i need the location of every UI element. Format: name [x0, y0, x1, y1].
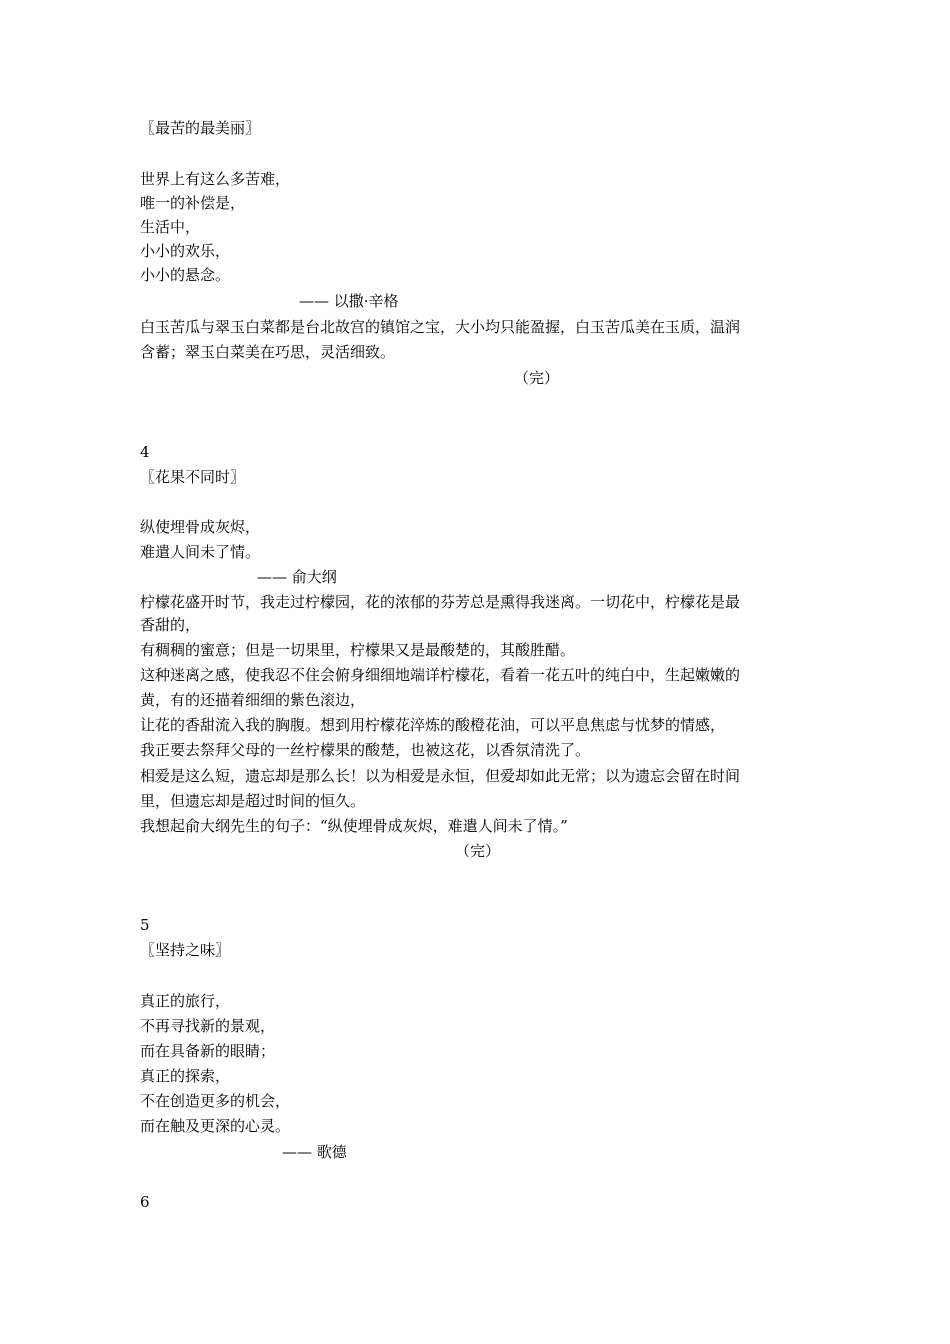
body-line: 里，但遗忘却是超过时间的恒久。: [140, 792, 366, 810]
body-line: 有稠稠的蜜意；但是一切果里，柠檬果又是最酸楚的，其酸胜醋。: [140, 641, 576, 659]
section-title: 〖坚持之味〗: [140, 941, 231, 959]
attribution: —— 俞大纲: [257, 568, 337, 586]
poem-line: 世界上有这么多苦难，: [140, 170, 291, 188]
body-line: 白玉苦瓜与翠玉白菜都是台北故宫的镇馆之宝，大小均只能盈握，白玉苦瓜美在玉质，温润: [140, 318, 741, 336]
poem-line: 生活中，: [140, 218, 201, 236]
poem-line: 真正的旅行，: [140, 992, 231, 1010]
body-line: 黄，有的还描着细细的紫色滚边，: [140, 691, 366, 709]
attribution: —— 歌德: [282, 1143, 347, 1161]
poem-line: 真正的探索，: [140, 1067, 231, 1085]
body-line: 这种迷离之感，使我忍不住会俯身细细地端详柠檬花，看着一花五叶的纯白中，生起嫩嫩的: [140, 666, 741, 684]
poem-line: 不再寻找新的景观，: [140, 1017, 276, 1035]
section-number: 6: [140, 1193, 150, 1211]
end-mark: （完）: [514, 369, 560, 387]
body-line: 含蓄；翠玉白菜美在巧思，灵活细致。: [140, 343, 396, 361]
poem-line: 小小的悬念。: [140, 266, 231, 284]
body-line: 我正要去祭拜父母的一丝柠檬果的酸楚，也被这花，以香氛清洗了。: [140, 741, 591, 759]
body-line: 柠檬花盛开时节，我走过柠檬园，花的浓郁的芬芳总是熏得我迷离。一切花中，柠檬花是最: [140, 593, 741, 611]
end-mark: （完）: [455, 842, 501, 860]
body-line: 香甜的，: [140, 616, 201, 634]
section-number: 4: [140, 443, 150, 461]
section-title: 〖花果不同时〗: [140, 468, 246, 486]
body-line: 我想起俞大纲先生的句子：“纵使埋骨成灰烬，难遣人间未了情。”: [140, 817, 568, 835]
poem-line: 而在触及更深的心灵。: [140, 1117, 291, 1135]
body-line: 让花的香甜流入我的胸腹。想到用柠檬花淬炼的酸橙花油，可以平息焦虑与忧梦的情感，: [140, 716, 726, 734]
poem-line: 不在创造更多的机会，: [140, 1092, 291, 1110]
poem-line: 而在具备新的眼睛；: [140, 1042, 276, 1060]
body-line: 相爱是这么短，遗忘却是那么长！以为相爱是永恒，但爱却如此无常；以为遗忘会留在时间: [140, 767, 741, 785]
poem-line: 难遣人间未了情。: [140, 543, 261, 561]
attribution: —— 以撒·辛格: [299, 292, 399, 310]
poem-line: 小小的欢乐，: [140, 242, 231, 260]
poem-line: 纵使埋骨成灰烬，: [140, 518, 261, 536]
poem-line: 唯一的补偿是，: [140, 194, 246, 212]
section-number: 5: [140, 916, 150, 934]
section-title: 〖最苦的最美丽〗: [140, 119, 261, 137]
